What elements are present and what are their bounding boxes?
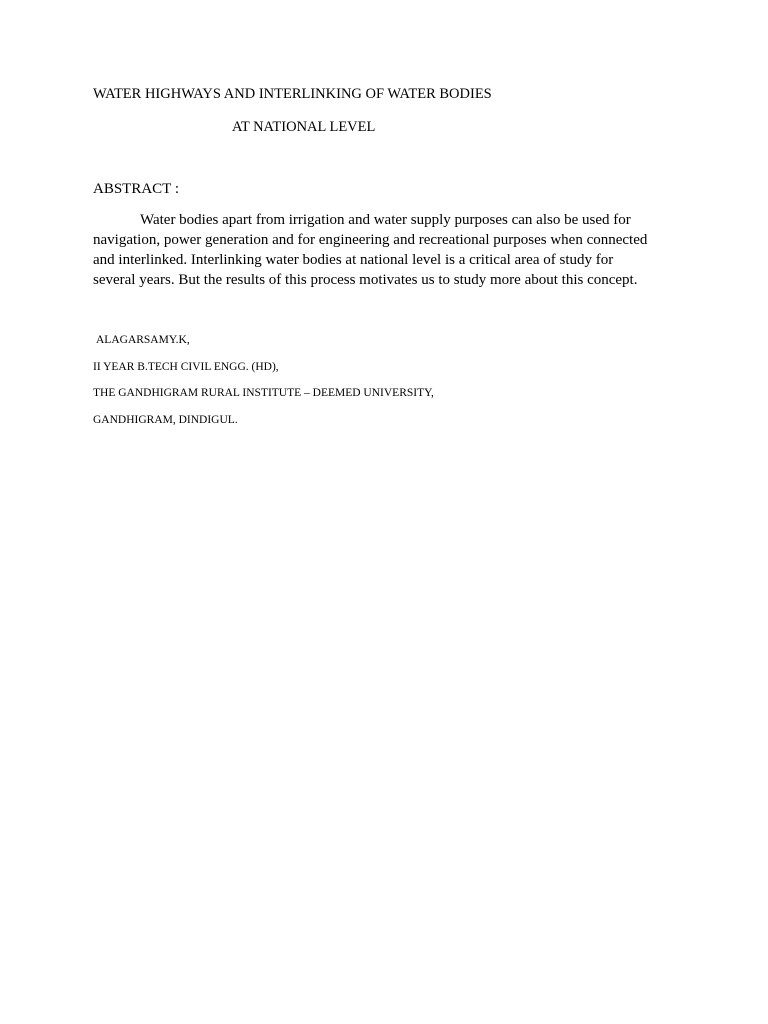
- author-name: ALAGARSAMY.K,: [96, 334, 190, 346]
- author-institution: THE GANDHIGRAM RURAL INSTITUTE – DEEMED UNIVERSITY,: [93, 387, 434, 399]
- author-block: [93, 333, 434, 439]
- abstract-line-1: Water bodies apart from irrigation and water supply purposes can also be used for: [140, 212, 631, 228]
- abstract-paragraph: [93, 210, 678, 290]
- document-title-line-2: AT NATIONAL LEVEL: [232, 119, 376, 135]
- abstract-line-2: navigation, power generation and for engineering and recreational purposes when connected: [93, 232, 648, 248]
- abstract-heading: ABSTRACT :: [93, 181, 179, 197]
- abstract-line-3: and interlinked. Interlinking water bodies at national level is a critical area of study for: [93, 252, 614, 268]
- author-location: GANDHIGRAM, DINDIGUL.: [93, 413, 238, 426]
- author-program: II YEAR B.TECH CIVIL ENGG. (HD),: [93, 360, 279, 373]
- abstract-line-4: several years. But the results of this process motivates us to study more about this concept.: [93, 272, 638, 288]
- document-title-line-1: WATER HIGHWAYS AND INTERLINKING OF WATER BODIES: [93, 86, 492, 102]
